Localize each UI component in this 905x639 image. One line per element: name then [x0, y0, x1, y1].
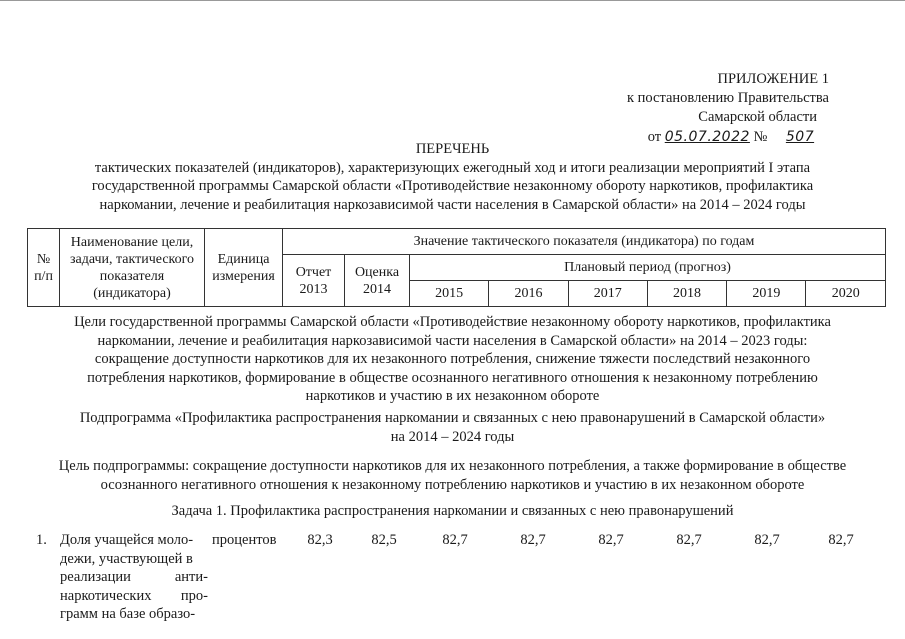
title-line-3: наркомании, лечение и реабилитация наркозависимой части населения в Самарской области» на 2014 – 2024 годы: [99, 196, 806, 213]
goals-line-4: потребления наркотиков, формирование в обществе осознанного негативного отношения к незаконному потреблению: [87, 369, 818, 386]
row-name-line: грамм на базе образо-: [60, 606, 196, 622]
title-heading: ПЕРЕЧЕНЬ: [415, 141, 490, 157]
subgoal-line-1: Цель подпрограммы: сокращение доступности наркотиков для их незаконного потребления, а также формирование в обществе: [58, 458, 847, 474]
row-unit: процентов: [212, 532, 277, 548]
col-year-2019: 2019: [727, 281, 806, 307]
top-border-line: [0, 0, 905, 1]
col-unit: Единица измерения: [205, 229, 283, 307]
col-year-2015: 2015: [410, 281, 489, 307]
row-value-2019: 82,7: [754, 532, 780, 548]
appendix-resolution: к постановлению Правительства: [627, 90, 829, 106]
subprogram-line-2: на 2014 – 2024 годы: [390, 428, 515, 445]
row-name-line: Доля учащейся моло-: [60, 532, 194, 548]
handwritten-number: 507: [785, 129, 815, 145]
col-year-2017: 2017: [568, 281, 647, 307]
row-name-line: дежи, участвующей в: [60, 550, 193, 567]
row-name-line: наркотических про-: [60, 587, 208, 604]
subprogram-goal: [0, 457, 905, 494]
row-value-2014: 82,5: [371, 532, 397, 548]
appendix-title: ПРИЛОЖЕНИЕ 1: [717, 71, 829, 87]
goals-line-2: наркомании, лечение и реабилитация наркозависимой части населения в Самарской области» на 2014 – 2023 годы:: [97, 332, 808, 349]
goals-line-3: сокращение доступности наркотиков для их незаконного потребления, снижение тяжести последствий незаконного: [94, 351, 811, 367]
title-line-1: тактических показателей (индикаторов), характеризующих ежегодный ход и итоги реализации мероприятий I этапа: [94, 159, 811, 176]
col-year-2016: 2016: [489, 281, 568, 307]
subprogram-title: [0, 409, 905, 446]
number-prefix: №: [753, 129, 768, 145]
col-estimate-2014: Оценка 2014: [345, 255, 410, 307]
col-plan-period: Плановый период (прогноз): [410, 255, 886, 281]
col-year-2020: 2020: [806, 281, 886, 307]
program-goals: [0, 313, 905, 406]
col-values: Значение тактического показателя (индикатора) по годам: [283, 229, 886, 255]
date-prefix: от: [647, 129, 662, 145]
row-value-2015: 82,7: [442, 532, 468, 548]
col-report-2013: Отчет 2013: [283, 255, 345, 307]
col-number: № п/п: [28, 229, 60, 307]
row-name-line: реализации анти-: [60, 569, 208, 585]
appendix-region: Самарской области: [698, 109, 817, 125]
subgoal-line-2: осознанного негативного отношения к незаконному потреблению наркотиков и участию в их незаконном обороте: [100, 476, 805, 493]
task-heading: Задача 1. Профилактика распространения наркомании и связанных с нею правонарушений: [171, 503, 734, 519]
row-value-2016: 82,7: [520, 532, 546, 548]
title-line-2: государственной программы Самарской области «Противодействие незаконному обороту наркотиков, профилактика: [91, 178, 814, 194]
row-value-2017: 82,7: [598, 532, 624, 548]
col-name: Наименование цели, задачи, тактического показателя (индикатора): [60, 229, 205, 307]
row-value-2013: 82,3: [307, 532, 333, 548]
row-number: 1.: [36, 532, 47, 548]
goals-line-5: наркотиков и участию в их незаконном обороте: [305, 388, 600, 404]
subprogram-line-1: Подпрограмма «Профилактика распространения наркомании и связанных с нею правонарушений в Самарской области»: [79, 410, 826, 426]
approval-stamp: [627, 70, 829, 147]
indicators-table-header: [27, 228, 886, 307]
row-indicator-name: [60, 531, 208, 624]
handwritten-date: 05.07.2022: [664, 129, 750, 145]
goals-line-1: Цели государственной программы Самарской области «Противодействие незаконному обороту наркотиков, профилактика: [74, 314, 831, 330]
document-title: [0, 140, 905, 214]
col-year-2018: 2018: [647, 281, 726, 307]
row-value-2018: 82,7: [676, 532, 702, 548]
row-value-2020: 82,7: [828, 532, 854, 548]
